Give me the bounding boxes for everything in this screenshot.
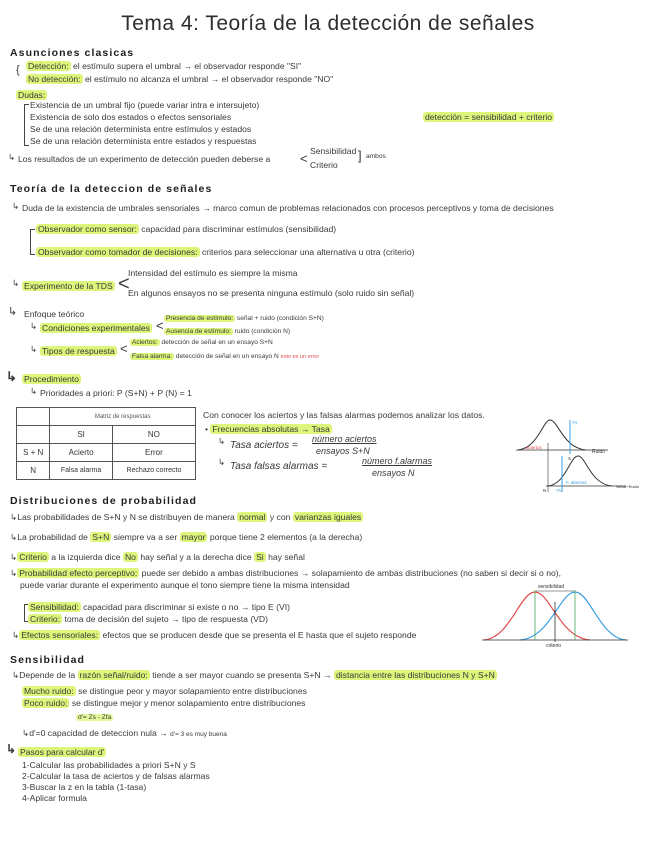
response-matrix <box>16 407 196 480</box>
matrix-acierto: Acierto <box>50 444 112 462</box>
enfoque: Enfoque teórico <box>24 309 85 319</box>
g1-yn: YN <box>556 488 563 493</box>
matrix-caption: Matriz de respuestas <box>50 408 196 426</box>
arrow-icon: ↳ <box>12 201 20 211</box>
mucho-ruido: Mucho ruido: se distingue peor y mayor solapamiento entre distribuciones <box>24 686 307 696</box>
exp-opt1: Intensidad del estímulo es siempre la misma <box>128 268 298 278</box>
page-title: Tema 4: Teoría de la detección de señales <box>121 12 535 35</box>
arrow-icon: ↳ <box>218 436 226 446</box>
heading-tds: Teoría de la deteccion de señales <box>10 183 213 195</box>
efe-def: ↳ Efectos sensoriales: efectos que se producen desde que se presenta el E hasta que el sujeto responde <box>12 630 417 640</box>
aciertos-def: Aciertos: detección de señal en un ensayo S+N <box>132 339 273 346</box>
dprime-line: ↳d'=0 capacidad de deteccion nula → d'= 3 es muy buena <box>22 728 227 738</box>
arrow-icon: ↳ <box>6 742 17 756</box>
dist-p2: ↳La probabilidad de S+N siempre va a ser mayor porque tiene 2 elementos (a la derecha) <box>10 532 363 542</box>
arrow-icon: ↳ <box>30 386 38 396</box>
g1-ys: Ys <box>572 420 578 425</box>
paso-item: 4-Aplicar formula <box>22 793 87 803</box>
tasa-falsas-label: Tasa falsas alarmas = <box>230 461 328 472</box>
tasa-falsas-num: número f.alarmas <box>362 456 433 466</box>
dist-p4b: puede variar durante el experimento aunque el tono siempre tiene la misma intensidad <box>20 580 350 590</box>
heading-sensibilidad: Sensibilidad <box>10 654 86 666</box>
pasos-term: Pasos para calcular d' <box>20 747 105 757</box>
g1-ruido: Ruido <box>592 449 606 455</box>
tasa-falsas-den: ensayos N <box>372 468 415 478</box>
arrow-icon: ↳ <box>6 369 17 384</box>
ambos-label: ambos <box>366 153 386 160</box>
heading-asunciones: Asunciones clasicas <box>10 47 135 59</box>
distribution-graph-2 <box>480 582 630 648</box>
paso-item: 2-Calcular la tasa de aciertos y de falsas alarmas <box>22 771 210 781</box>
dist-p4: ↳ Probabilidad efecto perceptivo: puede ser debido a ambas distribuciones → solapamiento de ambas distribuciones (no saben si decir si o no), <box>10 568 562 578</box>
dist-p1: ↳Las probabilidades de S+N y N se distribuyen de manera normal y con varianzas iguales <box>10 512 362 522</box>
falsa-def: Falsa alarma: detección de señal en un ensayo N esto es un error <box>132 353 320 360</box>
arrow-icon: ↳ <box>12 278 20 288</box>
poco-ruido: Poco ruido: se distingue mejor y menor solapamiento entre distribuciones <box>24 698 306 708</box>
bracket-line <box>30 229 35 255</box>
bracket-line <box>24 104 29 146</box>
matrix-col-si: SI <box>50 426 112 444</box>
matrix-rechazo: Rechazo correcto <box>112 462 195 480</box>
paso-item: 1-Calcular las probabilidades a priori S+N y S <box>22 760 196 770</box>
arrow-icon: ↳ <box>8 306 18 318</box>
cond-ausencia: Ausencia de estímulo: ruido (condición N) <box>166 328 291 335</box>
results-text: Los resultados de un experimento de detección pueden deberse a <box>18 154 271 164</box>
results-opt1: Sensibilidad <box>310 146 357 156</box>
matrix-col-no: NO <box>112 426 195 444</box>
dist-p3: ↳ Criterio a la izquierda dice No hay señal y a la derecha dice Si hay señal <box>10 552 305 562</box>
distribution-graph-1 <box>508 410 648 496</box>
observer-sensor: Observador como sensor: capacidad para discriminar estímulos (sensibilidad) <box>38 224 337 234</box>
crit-def: Criterio: toma de decisión del sujeto → tipo de respuesta (VD) <box>30 614 268 624</box>
tasa-aciertos-den: ensayos S+N <box>316 446 370 456</box>
formula: d'= Zs - Zfa <box>78 714 112 721</box>
arrow-icon: ↳ <box>30 321 38 331</box>
matrix-falsa: Falsa alarma <box>50 462 112 480</box>
cond-term: Condiciones experimentales <box>42 323 150 333</box>
matrix-error: Error <box>112 444 195 462</box>
tasa-aciertos-label: Tasa aciertos = <box>230 440 298 451</box>
no-deteccion-line: No detección: el estímulo no alcanza el umbral → el observador responde "NO" <box>28 74 334 84</box>
exp-term: Experimento de la TDS <box>24 281 113 291</box>
deteccion-line: Detección: el estímulo supera el umbral → el observador responde "SI" <box>28 61 302 71</box>
arrow-icon: ↳ <box>30 344 38 354</box>
angle-icon: < <box>118 273 130 295</box>
g1-n: N <box>543 488 547 493</box>
angle-icon: < <box>120 341 128 356</box>
cond-presencia: Presencia de estímulo: señal + ruido (condición S+N) <box>166 315 324 322</box>
bracket-icon: ] <box>358 148 362 163</box>
proc-text: Prioridades a priori: P (S+N) + P (N) = 1 <box>40 388 192 398</box>
brace-icon: { <box>16 64 20 76</box>
proc-term: Procedimiento <box>24 374 79 384</box>
angle-icon: < <box>300 151 308 166</box>
duda-item: Existencia de solo dos estados o efectos sensoriales <box>30 112 232 122</box>
sens-def: Sensibilidad: capacidad para discriminar si existe o no → tipo E (VI) <box>30 602 290 612</box>
angle-icon: < <box>156 318 164 333</box>
g1-ruido2: Señal+Ruido <box>616 484 640 489</box>
arrow-icon: ↳ <box>8 152 16 162</box>
observer-decision: Observador como tomador de decisiones: criterios para seleccionar una alternativa u otra (criterio) <box>38 247 415 257</box>
g2-sens: sensibilidad <box>538 584 565 590</box>
tipos-term: Tipos de respuesta <box>42 346 115 356</box>
matrix-row-n: N <box>17 462 50 480</box>
dudas-label: Dudas: <box>18 90 46 100</box>
paso-item: 3-Buscar la z en la tabla (1-tasa) <box>22 782 147 792</box>
arrow-icon: ↳ <box>218 457 226 467</box>
tasa-aciertos-num: número aciertos <box>312 434 377 444</box>
side-note: detección = sensibilidad + criterio <box>425 112 553 122</box>
heading-distribuciones: Distribuciones de probabilidad <box>10 495 198 507</box>
g1-s: S <box>568 456 572 461</box>
exp-opt2: En algunos ensayos no se presenta ninguna estímulo (solo ruido sin señal) <box>128 288 415 298</box>
intro-text: Duda de la existencia de umbrales sensoriales → marco comun de problemas relacionados con procesos perceptivos y toma de decisiones <box>22 203 554 213</box>
freq-line: • Frecuencias absolutas → Tasa <box>205 424 330 434</box>
duda-item: Existencia de un umbral fijo (puede variar intra e intersujeto) <box>30 100 260 110</box>
duda-item: Se de una relación determinista entre estímulos y estados <box>30 124 252 134</box>
results-opt2: Criterio <box>310 160 338 170</box>
matrix-row-sn: S + N <box>17 444 50 462</box>
duda-item: Se de una relación determinista entre estados y respuestas <box>30 136 257 146</box>
g1-falsas: F. alarmas <box>566 480 587 485</box>
g2-crit: criterio <box>546 643 562 648</box>
sens-p1: ↳Depende de la razón señal/ruido: tiende a ser mayor cuando se presenta S+N → distancia entre las distribuciones N y S+N <box>12 670 495 680</box>
analyze-text: Con conocer los aciertos y las falsas alarmas podemos analizar los datos. <box>203 410 485 420</box>
g1-aciertos: aciertos <box>526 445 542 450</box>
